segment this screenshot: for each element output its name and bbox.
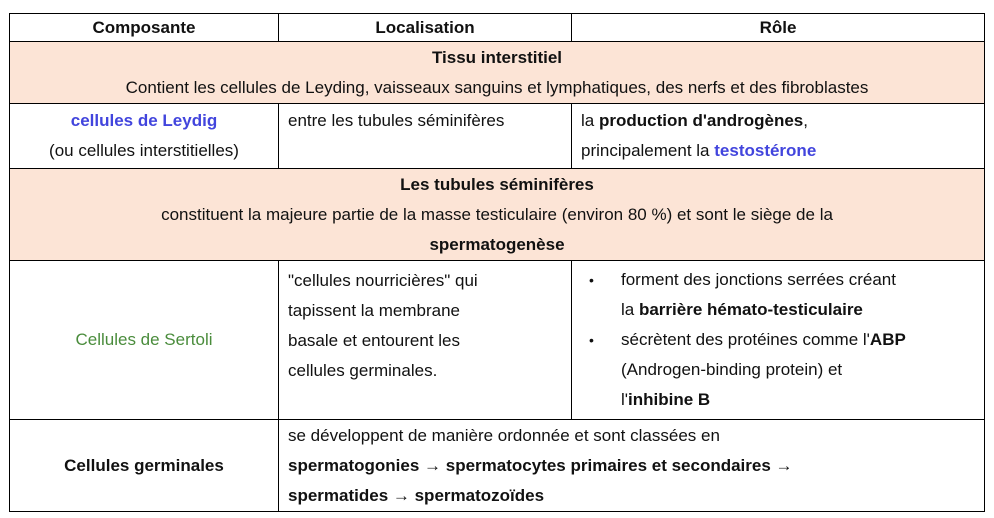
- cell-germinales-description: [279, 420, 985, 512]
- leydig-alt-name: (ou cellules interstitielles): [49, 141, 239, 160]
- cell-germinales-name: [10, 420, 279, 512]
- bullet-icon: •: [589, 332, 594, 348]
- section-row-tissu-interstitiel: [10, 42, 985, 104]
- bullet2-line2: (Androgen-binding protein) et: [621, 360, 843, 379]
- bullet1-line1: forment des jonctions serrées créant: [621, 270, 896, 289]
- row-leydig: [10, 104, 985, 169]
- bullet-text: [621, 325, 980, 415]
- section-title: Tissu interstitiel: [431, 48, 563, 67]
- section-row-tubules: [10, 169, 985, 261]
- section-description: Contient les cellules de Leyding, vaisseaux sanguins et lymphatiques, des nerfs et des fibroblastes: [125, 78, 869, 97]
- sertoli-loc-line2: tapissent la membrane: [288, 301, 460, 320]
- tubules-description: constituent la majeure partie de la masse testiculaire (environ 80 %) et sont le siège de la: [161, 205, 833, 224]
- tubules-description2: spermatogenèse: [429, 235, 565, 254]
- germinales-line2: spermatogonies → spermatocytes primaires et secondaires →: [288, 456, 793, 475]
- sertoli-name: Cellules de Sertoli: [75, 330, 213, 349]
- anatomy-table: [9, 13, 985, 512]
- row-germinales: [10, 420, 985, 512]
- bullet-icon: •: [589, 272, 594, 288]
- cell-leydig-name: [10, 104, 279, 169]
- bullet2-line1: sécrètent des protéines comme l'ABP: [621, 330, 906, 349]
- germinales-name: Cellules germinales: [64, 455, 224, 475]
- germinales-line3: spermatides → spermatozoïdes: [288, 486, 545, 505]
- sertoli-loc-line3: basale et entourent les: [288, 331, 461, 350]
- header-row: [10, 14, 985, 42]
- leydig-role-line2: principalement la testostérone: [581, 141, 817, 160]
- bullet1-line2: la barrière hémato-testiculaire: [621, 300, 863, 319]
- cell-leydig-localisation: [279, 104, 572, 169]
- section-cell-tissu-interstitiel: [10, 42, 985, 104]
- leydig-role-line1: la production d'androgènes,: [581, 111, 808, 130]
- germinales-line1: se développent de manière ordonnée et sont classées en: [288, 426, 720, 445]
- bullet-text: [621, 265, 980, 325]
- sertoli-loc-line4: cellules germinales.: [288, 361, 438, 380]
- row-sertoli: [10, 261, 985, 420]
- leydig-localisation: entre les tubules séminifères: [288, 111, 505, 130]
- bullet-item-proteines: [589, 325, 980, 415]
- section-cell-tubules: [10, 169, 985, 261]
- tubules-title: Les tubules séminifères: [400, 175, 594, 194]
- cell-sertoli-localisation: [279, 261, 572, 420]
- column-header-localisation: Localisation: [279, 14, 572, 42]
- sertoli-loc-line1: "cellules nourricières" qui: [288, 271, 478, 290]
- cell-leydig-role: [572, 104, 985, 169]
- cell-sertoli-role: [572, 261, 985, 420]
- leydig-name: cellules de Leydig: [70, 111, 218, 130]
- column-header-composante: Composante: [10, 14, 279, 42]
- bullet2-line3: l'inhibine B: [621, 390, 711, 409]
- cell-sertoli-name: [10, 261, 279, 420]
- column-header-role: Rôle: [572, 14, 985, 42]
- bullet-item-jonctions: [589, 265, 980, 325]
- sertoli-bullet-list: [572, 261, 984, 415]
